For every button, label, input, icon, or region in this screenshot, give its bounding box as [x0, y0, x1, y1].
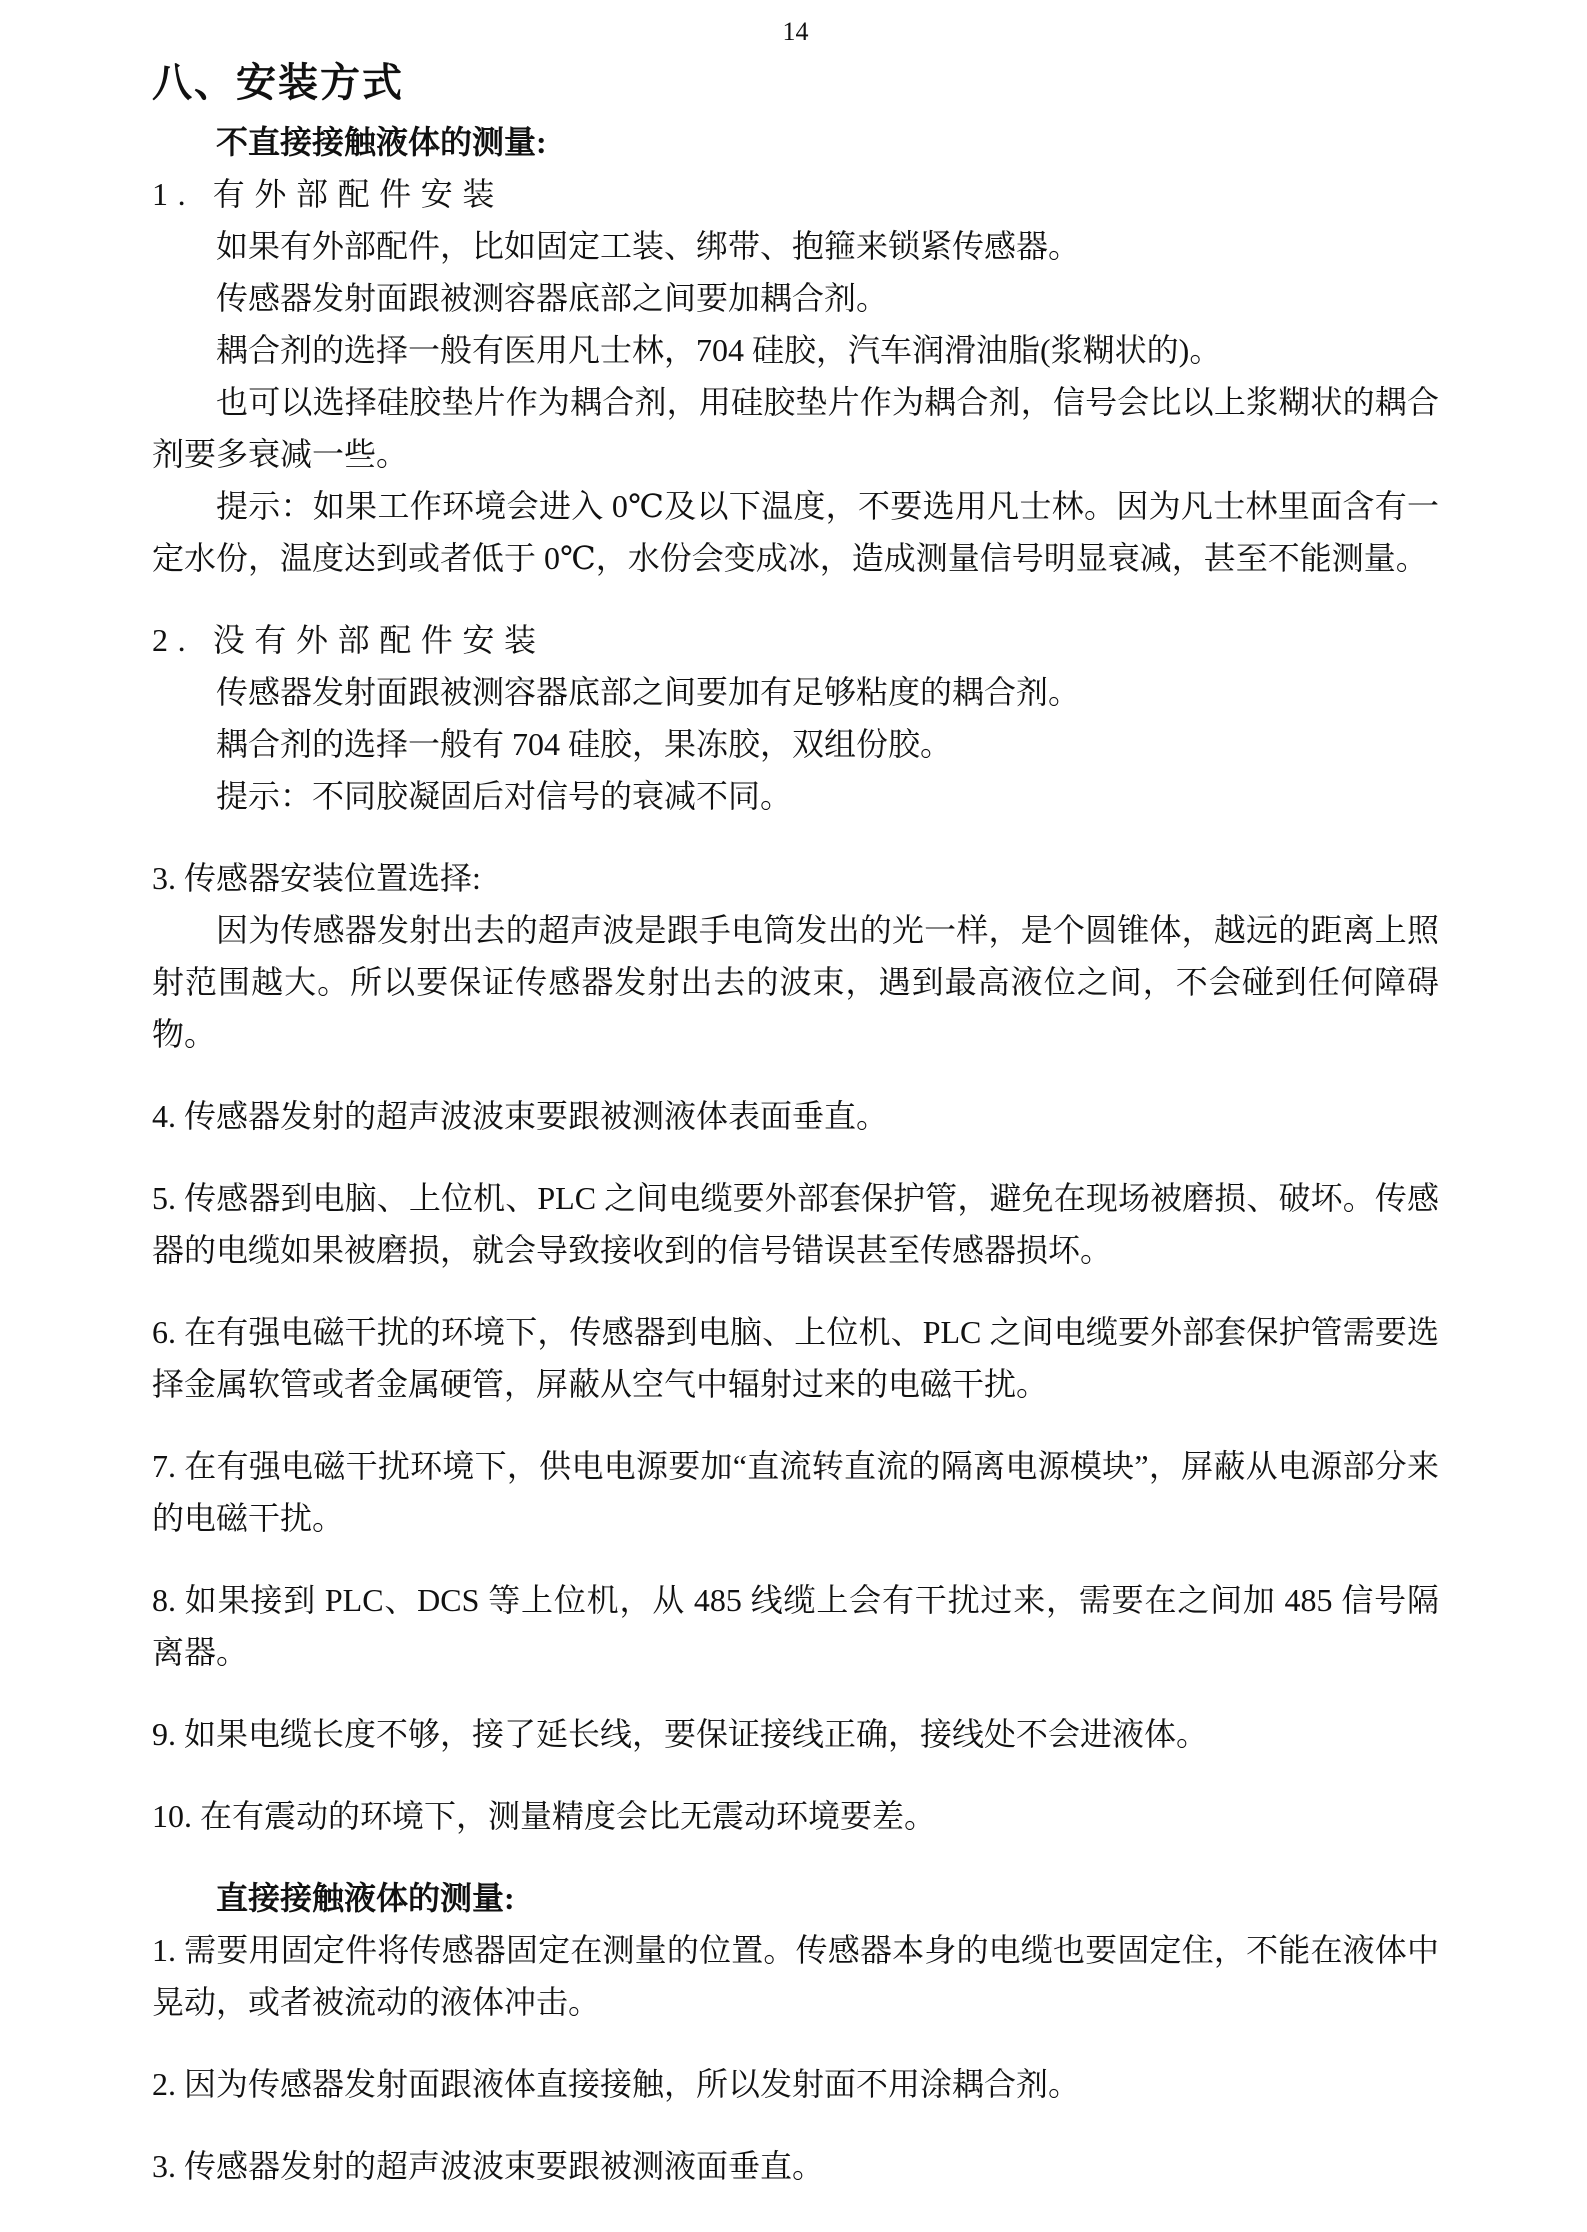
indirect-item-5: 5. 传感器到电脑、上位机、PLC 之间电缆要外部套保护管，避免在现场被磨损、破坏。传感器的电缆如果被磨损，就会导致接收到的信号错误甚至传感器损坏。: [152, 1180, 1439, 1268]
indirect-item-2-paragraph: 传感器发射面跟被测容器底部之间要加有足够粘度的耦合剂。: [216, 674, 1081, 710]
direct-item-2: 2. 因为传感器发射面跟液体直接接触，所以发射面不用涂耦合剂。: [152, 2066, 1081, 2102]
indirect-item-1-paragraph: 也可以选择硅胶垫片作为耦合剂，用硅胶垫片作为耦合剂，信号会比以上浆糊状的耦合剂要多衰减一些。: [152, 384, 1439, 472]
indirect-item-8: 8. 如果接到 PLC、DCS 等上位机，从 485 线缆上会有干扰过来，需要在之间加 485 信号隔离器。: [152, 1582, 1439, 1670]
indirect-item-7: 7. 在有强电磁干扰环境下，供电电源要加“直流转直流的隔离电源模块”，屏蔽从电源部分来的电磁干扰。: [152, 1448, 1439, 1536]
direct-section-heading: 直接接触液体的测量:: [216, 1880, 515, 1916]
indirect-item-1-paragraph: 如果有外部配件，比如固定工装、绑带、抱箍来锁紧传感器。: [216, 228, 1081, 264]
indirect-item-2-title: 2. 没有外部配件安装: [152, 622, 546, 658]
page-number: 14: [782, 17, 809, 46]
indirect-item-3-paragraph: 因为传感器发射出去的超声波是跟手电筒发出的光一样，是个圆锥体，越远的距离上照射范围越大。所以要保证传感器发射出去的波束，遇到最高液位之间，不会碰到任何障碍物。: [152, 912, 1439, 1052]
indirect-item-9: 9. 如果电缆长度不够，接了延长线，要保证接线正确，接线处不会进液体。: [152, 1716, 1209, 1752]
indirect-section-heading: 不直接接触液体的测量:: [216, 124, 547, 160]
section-title: 八、安装方式: [152, 60, 404, 105]
indirect-item-2-tip: 提示：不同胶凝固后对信号的衰减不同。: [216, 778, 793, 814]
indirect-item-3-title: 3. 传感器安装位置选择:: [152, 860, 481, 896]
indirect-item-4: 4. 传感器发射的超声波波束要跟被测液体表面垂直。: [152, 1098, 889, 1134]
indirect-item-6: 6. 在有强电磁干扰的环境下，传感器到电脑、上位机、PLC 之间电缆要外部套保护管需要选择金属软管或者金属硬管，屏蔽从空气中辐射过来的电磁干扰。: [152, 1314, 1439, 1402]
indirect-item-1-title: 1. 有外部配件安装: [152, 176, 505, 212]
indirect-item-1-tip: 提示：如果工作环境会进入 0℃及以下温度，不要选用凡士林。因为凡士林里面含有一定水份，温度达到或者低于 0℃，水份会变成冰，造成测量信号明显衰减，甚至不能测量。: [152, 488, 1439, 576]
indirect-item-1-paragraph: 耦合剂的选择一般有医用凡士林，704 硅胶，汽车润滑油脂(浆糊状的)。: [216, 332, 1222, 368]
indirect-item-2-paragraph: 耦合剂的选择一般有 704 硅胶，果冻胶，双组份胶。: [216, 726, 953, 762]
indirect-item-10: 10. 在有震动的环境下，测量精度会比无震动环境要差。: [152, 1798, 937, 1834]
indirect-item-1-paragraph: 传感器发射面跟被测容器底部之间要加耦合剂。: [216, 280, 889, 316]
direct-item-1: 1. 需要用固定件将传感器固定在测量的位置。传感器本身的电缆也要固定住，不能在液体中晃动，或者被流动的液体冲击。: [152, 1932, 1439, 2020]
direct-item-3: 3. 传感器发射的超声波波束要跟被测液面垂直。: [152, 2148, 825, 2184]
